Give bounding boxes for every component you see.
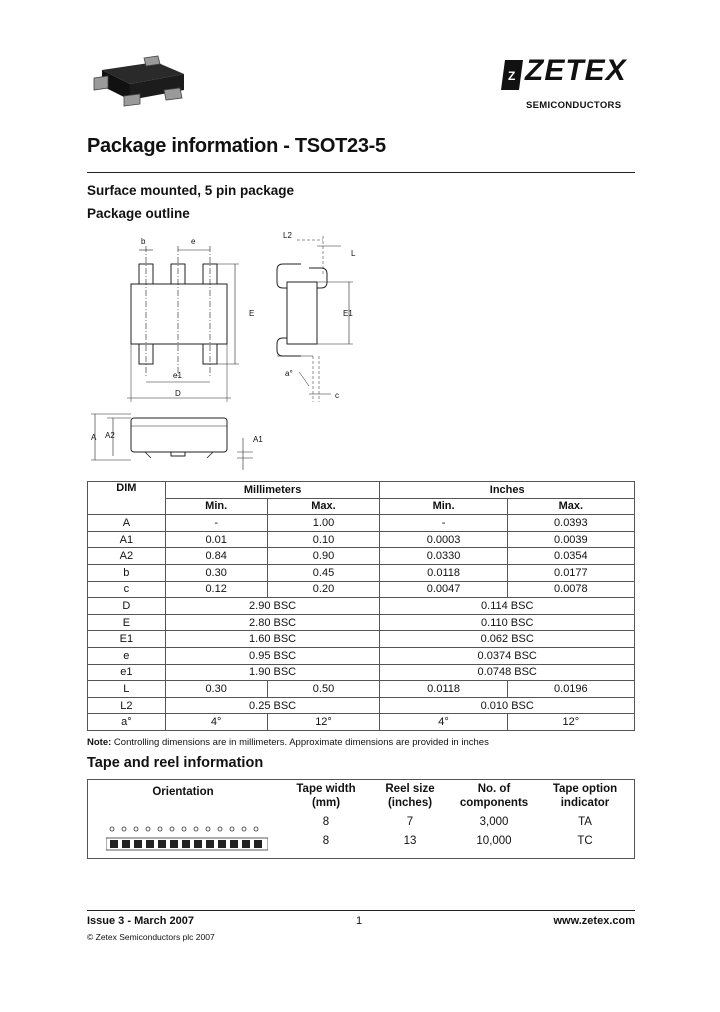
table-row — [88, 697, 635, 714]
cell-option: TC — [577, 835, 593, 847]
col-tape-width: Tape width (mm) — [296, 783, 356, 809]
page-title: Package information - TSOT23-5 — [87, 135, 386, 157]
col-orientation: Orientation — [152, 786, 214, 798]
cell-components: 10,000 — [476, 835, 512, 847]
label-e1: e1 — [173, 371, 182, 380]
cell: 0.0118 — [380, 564, 507, 581]
cell: 0.010 BSC — [380, 697, 635, 714]
package-outline-heading: Package outline — [87, 206, 190, 221]
cell: 0.110 BSC — [380, 614, 635, 631]
col-mm-max: Max. — [267, 498, 380, 515]
cell: - — [165, 515, 267, 532]
cell: 0.0748 BSC — [380, 664, 635, 681]
table-row — [88, 581, 635, 598]
cell-dim: c — [88, 581, 166, 598]
label-b: b — [141, 237, 146, 246]
table-row — [88, 647, 635, 664]
cell: 0.0330 — [380, 548, 507, 565]
label-E: E — [249, 309, 255, 318]
footer-copyright: © Zetex Semiconductors plc 2007 — [87, 932, 215, 942]
table-row — [88, 598, 635, 615]
cell: 0.0078 — [507, 581, 634, 598]
cell-dim: A — [88, 515, 166, 532]
cell: 0.45 — [267, 564, 380, 581]
label-c: c — [335, 391, 339, 400]
table-row — [88, 614, 635, 631]
label-L: L — [351, 249, 356, 258]
cell-dim: E1 — [88, 631, 166, 648]
cell: 4° — [380, 714, 507, 731]
package-photo — [86, 48, 196, 108]
cell: 0.30 — [165, 564, 267, 581]
tape-reel-table — [87, 779, 635, 859]
cell-option: TA — [578, 816, 592, 828]
label-E1: E1 — [343, 309, 353, 318]
cell: 0.20 — [267, 581, 380, 598]
cell-components: 3,000 — [479, 816, 509, 828]
footer-rule — [87, 910, 635, 911]
zetex-logo-icon — [499, 58, 525, 92]
cell-dim: L — [88, 681, 166, 698]
svg-text:Z: Z — [508, 69, 516, 83]
col-millimeters: Millimeters — [165, 482, 380, 499]
table-row — [88, 548, 635, 565]
cell: 0.12 — [165, 581, 267, 598]
cell-reel: 7 — [406, 816, 414, 828]
cell: 0.50 — [267, 681, 380, 698]
footer-issue: Issue 3 - March 2007 — [87, 915, 195, 927]
cell: 0.0003 — [380, 531, 507, 548]
cell: 0.84 — [165, 548, 267, 565]
cell: 0.95 BSC — [165, 647, 380, 664]
dimensions-table — [87, 481, 635, 731]
label-L2: L2 — [283, 231, 292, 240]
cell: 0.0393 — [507, 515, 634, 532]
cell: 12° — [507, 714, 634, 731]
note-label: Note: — [87, 737, 112, 748]
cell: 2.90 BSC — [165, 598, 380, 615]
tape-orientation-icon — [106, 824, 268, 854]
package-outline-drawing — [87, 226, 377, 470]
cell-dim: L2 — [88, 697, 166, 714]
cell: 0.114 BSC — [380, 598, 635, 615]
logo-wordmark: ZETEX — [525, 54, 627, 87]
cell: 0.10 — [267, 531, 380, 548]
label-e: e — [191, 237, 196, 246]
package-subtitle: Surface mounted, 5 pin package — [87, 183, 295, 198]
cell-reel: 13 — [403, 835, 417, 847]
col-inches: Inches — [380, 482, 635, 499]
logo-subtitle: SEMICONDUCTORS — [526, 100, 622, 111]
table-row — [88, 531, 635, 548]
cell: 2.80 BSC — [165, 614, 380, 631]
cell: 0.0118 — [380, 681, 507, 698]
cell: 0.0039 — [507, 531, 634, 548]
cell: 0.0177 — [507, 564, 634, 581]
col-components: No. of components — [459, 783, 529, 809]
col-mm-min: Min. — [165, 498, 267, 515]
cell: 4° — [165, 714, 267, 731]
cell-dim: E — [88, 614, 166, 631]
cell: 0.25 BSC — [165, 697, 380, 714]
cell: 0.0047 — [380, 581, 507, 598]
cell: 1.90 BSC — [165, 664, 380, 681]
cell: 1.60 BSC — [165, 631, 380, 648]
cell: 0.30 — [165, 681, 267, 698]
cell: 0.0354 — [507, 548, 634, 565]
table-row — [88, 515, 635, 532]
table-row — [88, 664, 635, 681]
table-note — [87, 737, 489, 748]
label-angle: a° — [285, 369, 293, 378]
cell: 0.0196 — [507, 681, 634, 698]
cell-dim: D — [88, 598, 166, 615]
cell: 1.00 — [267, 515, 380, 532]
table-row — [88, 631, 635, 648]
cell-dim: b — [88, 564, 166, 581]
cell: 12° — [267, 714, 380, 731]
cell-width: 8 — [322, 816, 330, 828]
label-A: A — [91, 433, 97, 442]
cell: 0.01 — [165, 531, 267, 548]
footer-page-number: 1 — [356, 915, 363, 927]
col-in-max: Max. — [507, 498, 634, 515]
cell-dim: a° — [88, 714, 166, 731]
cell: 0.90 — [267, 548, 380, 565]
tape-reel-heading: Tape and reel information — [87, 755, 264, 771]
table-row — [88, 564, 635, 581]
cell-dim: e1 — [88, 664, 166, 681]
cell-dim: A2 — [88, 548, 166, 565]
note-text: Controlling dimensions are in millimeters. Approximate dimensions are provided in inches — [113, 737, 489, 748]
table-row — [88, 714, 635, 731]
cell-dim: e — [88, 647, 166, 664]
table-header-row — [88, 482, 635, 499]
table-row — [88, 681, 635, 698]
col-dim: DIM — [88, 482, 166, 515]
cell-width: 8 — [322, 835, 330, 847]
col-in-min: Min. — [380, 498, 507, 515]
footer-url[interactable]: www.zetex.com — [553, 915, 635, 927]
cell-dim: A1 — [88, 531, 166, 548]
label-D: D — [175, 389, 181, 398]
table-subheader-row — [88, 498, 635, 515]
label-A2: A2 — [105, 431, 115, 440]
cell: - — [380, 515, 507, 532]
cell: 0.0374 BSC — [380, 647, 635, 664]
col-reel-size: Reel size (inches) — [385, 783, 435, 809]
col-option: Tape option indicator — [552, 783, 618, 809]
cell: 0.062 BSC — [380, 631, 635, 648]
title-rule — [87, 172, 635, 173]
label-A1: A1 — [253, 435, 263, 444]
